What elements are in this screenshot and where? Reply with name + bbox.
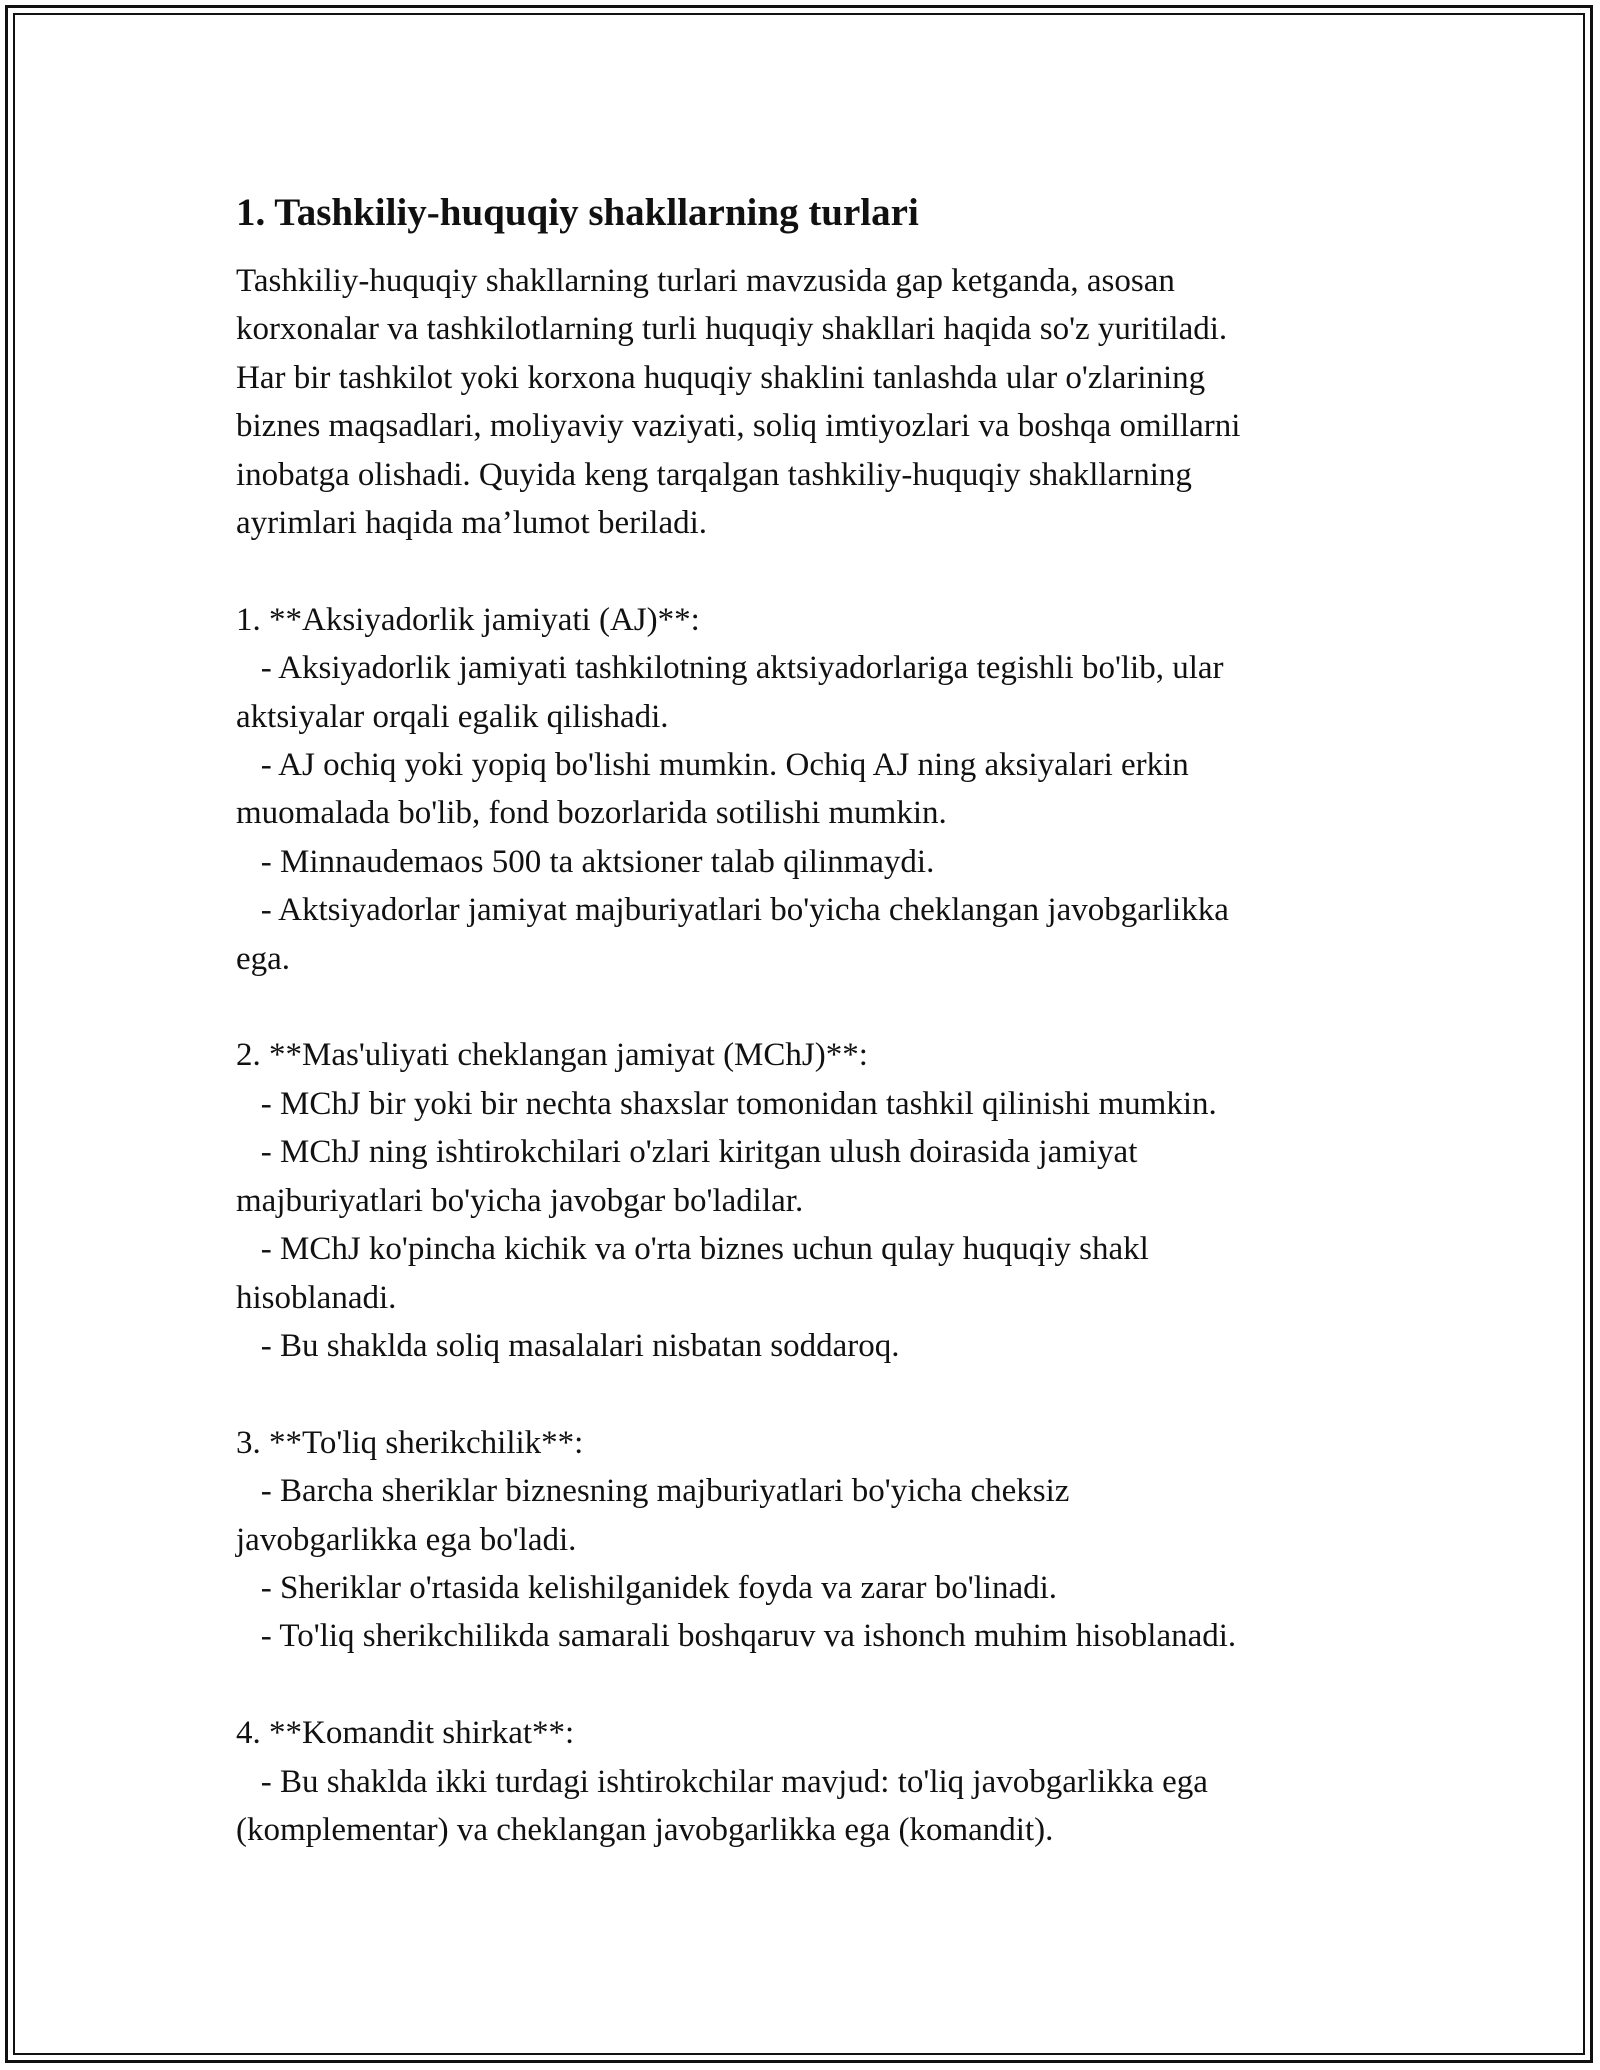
list-item-line: hisoblanadi. <box>236 1279 397 1316</box>
document-body <box>236 185 1376 1854</box>
list-item-line: - MChJ ning ishtirokchilari o'zlari kiritgan ulush doirasida jamiyat <box>236 1134 1138 1171</box>
intro-line: ayrimlari haqida ma’lumot beriladi. <box>236 505 708 542</box>
intro-line: biznes maqsadlari, moliyaviy vaziyati, soliq imtiyozlari va boshqa omillarni <box>236 408 1241 445</box>
list-item-line: - Barcha sheriklar biznesning majburiyatlari bo'yicha cheksiz <box>236 1473 1070 1510</box>
blank-line <box>236 547 1376 595</box>
list-item-line: - To'liq sherikchilikda samarali boshqaruv va ishonch muhim hisoblanadi. <box>236 1618 1237 1655</box>
list-section-komandit-shirkat <box>236 1709 1376 1854</box>
intro-paragraph <box>236 257 1376 547</box>
list-item-line: ega. <box>236 940 291 977</box>
section-heading: 1. Tashkiliy-huquqiy shakllarning turlari <box>236 191 919 234</box>
intro-line: korxonalar va tashkilotlarning turli huquqiy shakllari haqida so'z yuritiladi. <box>236 311 1228 348</box>
list-item-line: (komplementar) va cheklangan javobgarlikka ega (komandit). <box>236 1811 1054 1848</box>
list-item-line: aktsiyalar orqali egalik qilishadi. <box>236 698 669 735</box>
intro-line: Har bir tashkilot yoki korxona huquqiy shaklini tanlashda ular o'zlarining <box>236 359 1206 396</box>
list-item-line: muomalada bo'lib, fond bozorlarida sotilishi mumkin. <box>236 795 947 832</box>
list-item-line: javobgarlikka ega bo'ladi. <box>236 1521 577 1558</box>
list-item-line: - Bu shaklda ikki turdagi ishtirokchilar mavjud: to'liq javobgarlikka ega <box>236 1763 1208 1800</box>
list-item-line: - Aktsiyadorlar jamiyat majburiyatlari bo'yicha cheklangan javobgarlikka <box>236 892 1229 929</box>
list-item-line: majburiyatlari bo'yicha javobgar bo'ladilar. <box>236 1182 804 1219</box>
list-item-heading: 1. **Aksiyadorlik jamiyati (AJ)**: <box>236 601 700 638</box>
blank-line <box>236 1661 1376 1709</box>
list-section-toliq-sherikchilik <box>236 1419 1376 1661</box>
blank-line <box>236 1370 1376 1418</box>
list-item-line: - Sheriklar o'rtasida kelishilganidek foyda va zarar bo'linadi. <box>236 1569 1058 1606</box>
list-item-line: - MChJ ko'pincha kichik va o'rta biznes uchun qulay huquqiy shakl <box>236 1231 1149 1268</box>
list-item-heading: 2. **Mas'uliyati cheklangan jamiyat (MChJ)**: <box>236 1037 868 1074</box>
intro-line: Tashkiliy-huquqiy shakllarning turlari mavzusida gap ketganda, asosan <box>236 263 1175 299</box>
list-section-mchj <box>236 1031 1376 1370</box>
list-item-line: - AJ ochiq yoki yopiq bo'lishi mumkin. Ochiq AJ ning aksiyalari erkin <box>236 747 1189 784</box>
list-item-line: - Minnaudemaos 500 ta aktsioner talab qilinmaydi. <box>236 843 935 880</box>
list-item-line: - Aksiyadorlik jamiyati tashkilotning aktsiyadorlariga tegishli bo'lib, ular <box>236 650 1224 687</box>
list-item-heading: 4. **Komandit shirkat**: <box>236 1715 575 1752</box>
list-item-heading: 3. **To'liq sherikchilik**: <box>236 1424 584 1461</box>
list-section-aj <box>236 596 1376 983</box>
list-item-line: - Bu shaklda soliq masalalari nisbatan soddaroq. <box>236 1327 900 1364</box>
blank-line <box>236 983 1376 1031</box>
intro-line: inobatga olishadi. Quyida keng tarqalgan tashkiliy-huquqiy shakllarning <box>236 456 1192 493</box>
list-item-line: - MChJ bir yoki bir nechta shaxslar tomonidan tashkil qilinishi mumkin. <box>236 1085 1217 1122</box>
